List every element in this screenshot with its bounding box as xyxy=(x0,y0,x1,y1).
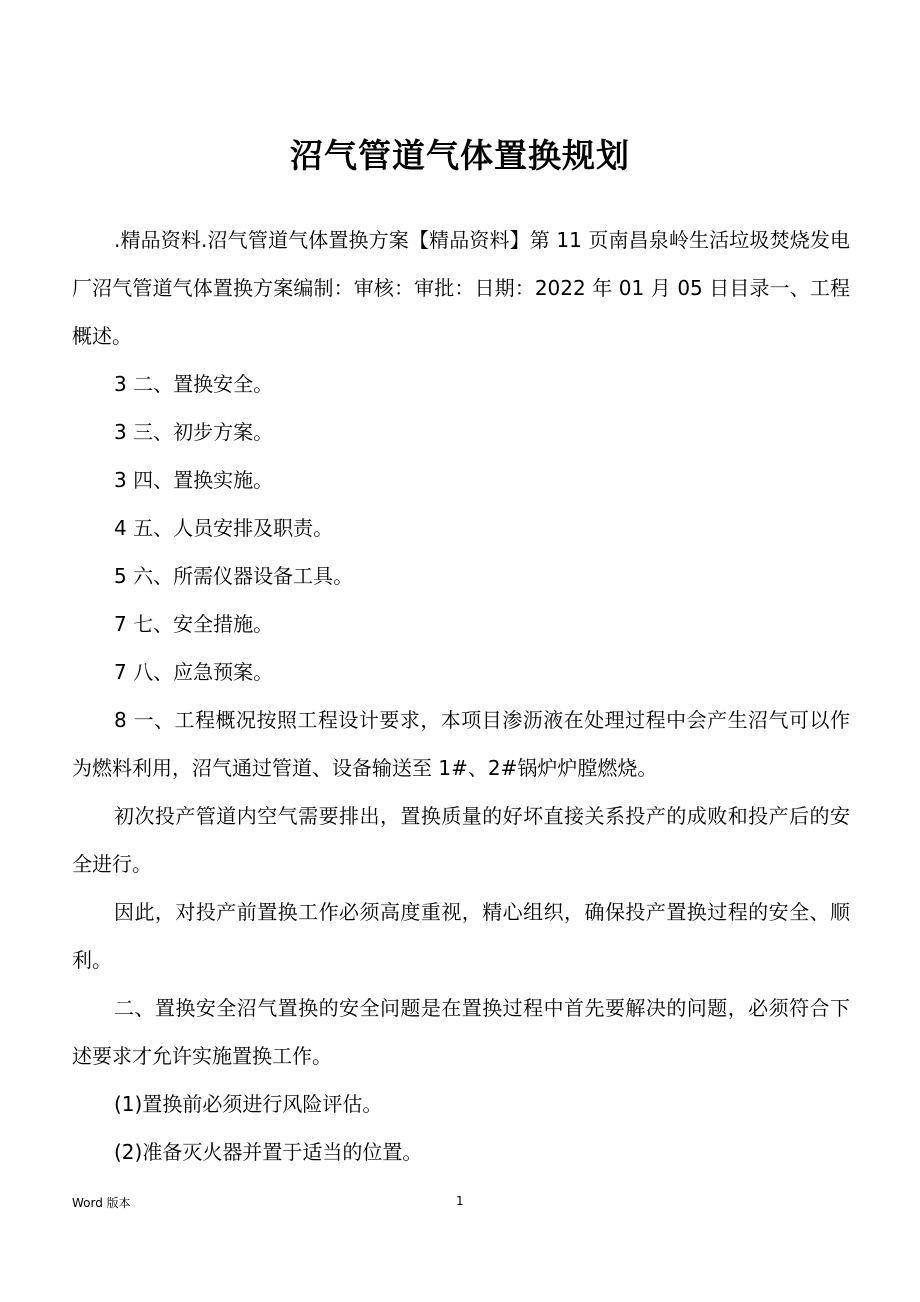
toc-item-4: 3 四、置换实施。 xyxy=(114,468,274,492)
toc-item-8: 7 八、应急预案。 xyxy=(114,660,274,684)
requirement-item-2: (2)准备灭火器并置于适当的位置。 xyxy=(114,1140,423,1164)
toc-item-5: 4 五、人员安排及职责。 xyxy=(114,516,334,540)
paragraph-intro: .精品资料.沼气管道气体置换方案【精品资料】第 11 页南昌泉岭生活垃圾焚烧发电厂沼气管道气体置换方案编制：审核：审批：日期：2022 年 01 月 05 日目录一、工程概述。 xyxy=(72,228,850,348)
toc-item-2: 3 二、置换安全。 xyxy=(114,372,274,396)
document-title: 沼气管道气体置换规划 xyxy=(290,136,630,175)
footer-page-number: 1 xyxy=(456,1194,464,1208)
paragraph-initial-production: 初次投产管道内空气需要排出，置换质量的好坏直接关系投产的成败和投产后的安全进行。 xyxy=(72,804,850,876)
paragraph-replacement-safety: 二、置换安全沼气置换的安全问题是在置换过程中首先要解决的问题，必须符合下述要求才允许实施置换工作。 xyxy=(72,996,850,1068)
toc-item-3: 3 三、初步方案。 xyxy=(114,420,274,444)
toc-item-6: 5 六、所需仪器设备工具。 xyxy=(114,564,354,588)
document-body xyxy=(72,216,850,1176)
toc-item-7: 7 七、安全措施。 xyxy=(114,612,274,636)
footer-version-label: Word 版本 xyxy=(72,1196,131,1210)
paragraph-project-overview: 8 一、工程概况按照工程设计要求，本项目渗沥液在处理过程中会产生沼气可以作为燃料利用，沼气通过管道、设备输送至 1#、2#锅炉炉膛燃烧。 xyxy=(72,708,850,780)
paragraph-importance: 因此，对投产前置换工作必须高度重视，精心组织，确保投产置换过程的安全、顺利。 xyxy=(72,900,850,972)
requirement-item-1: (1)置换前必须进行风险评估。 xyxy=(114,1092,383,1116)
